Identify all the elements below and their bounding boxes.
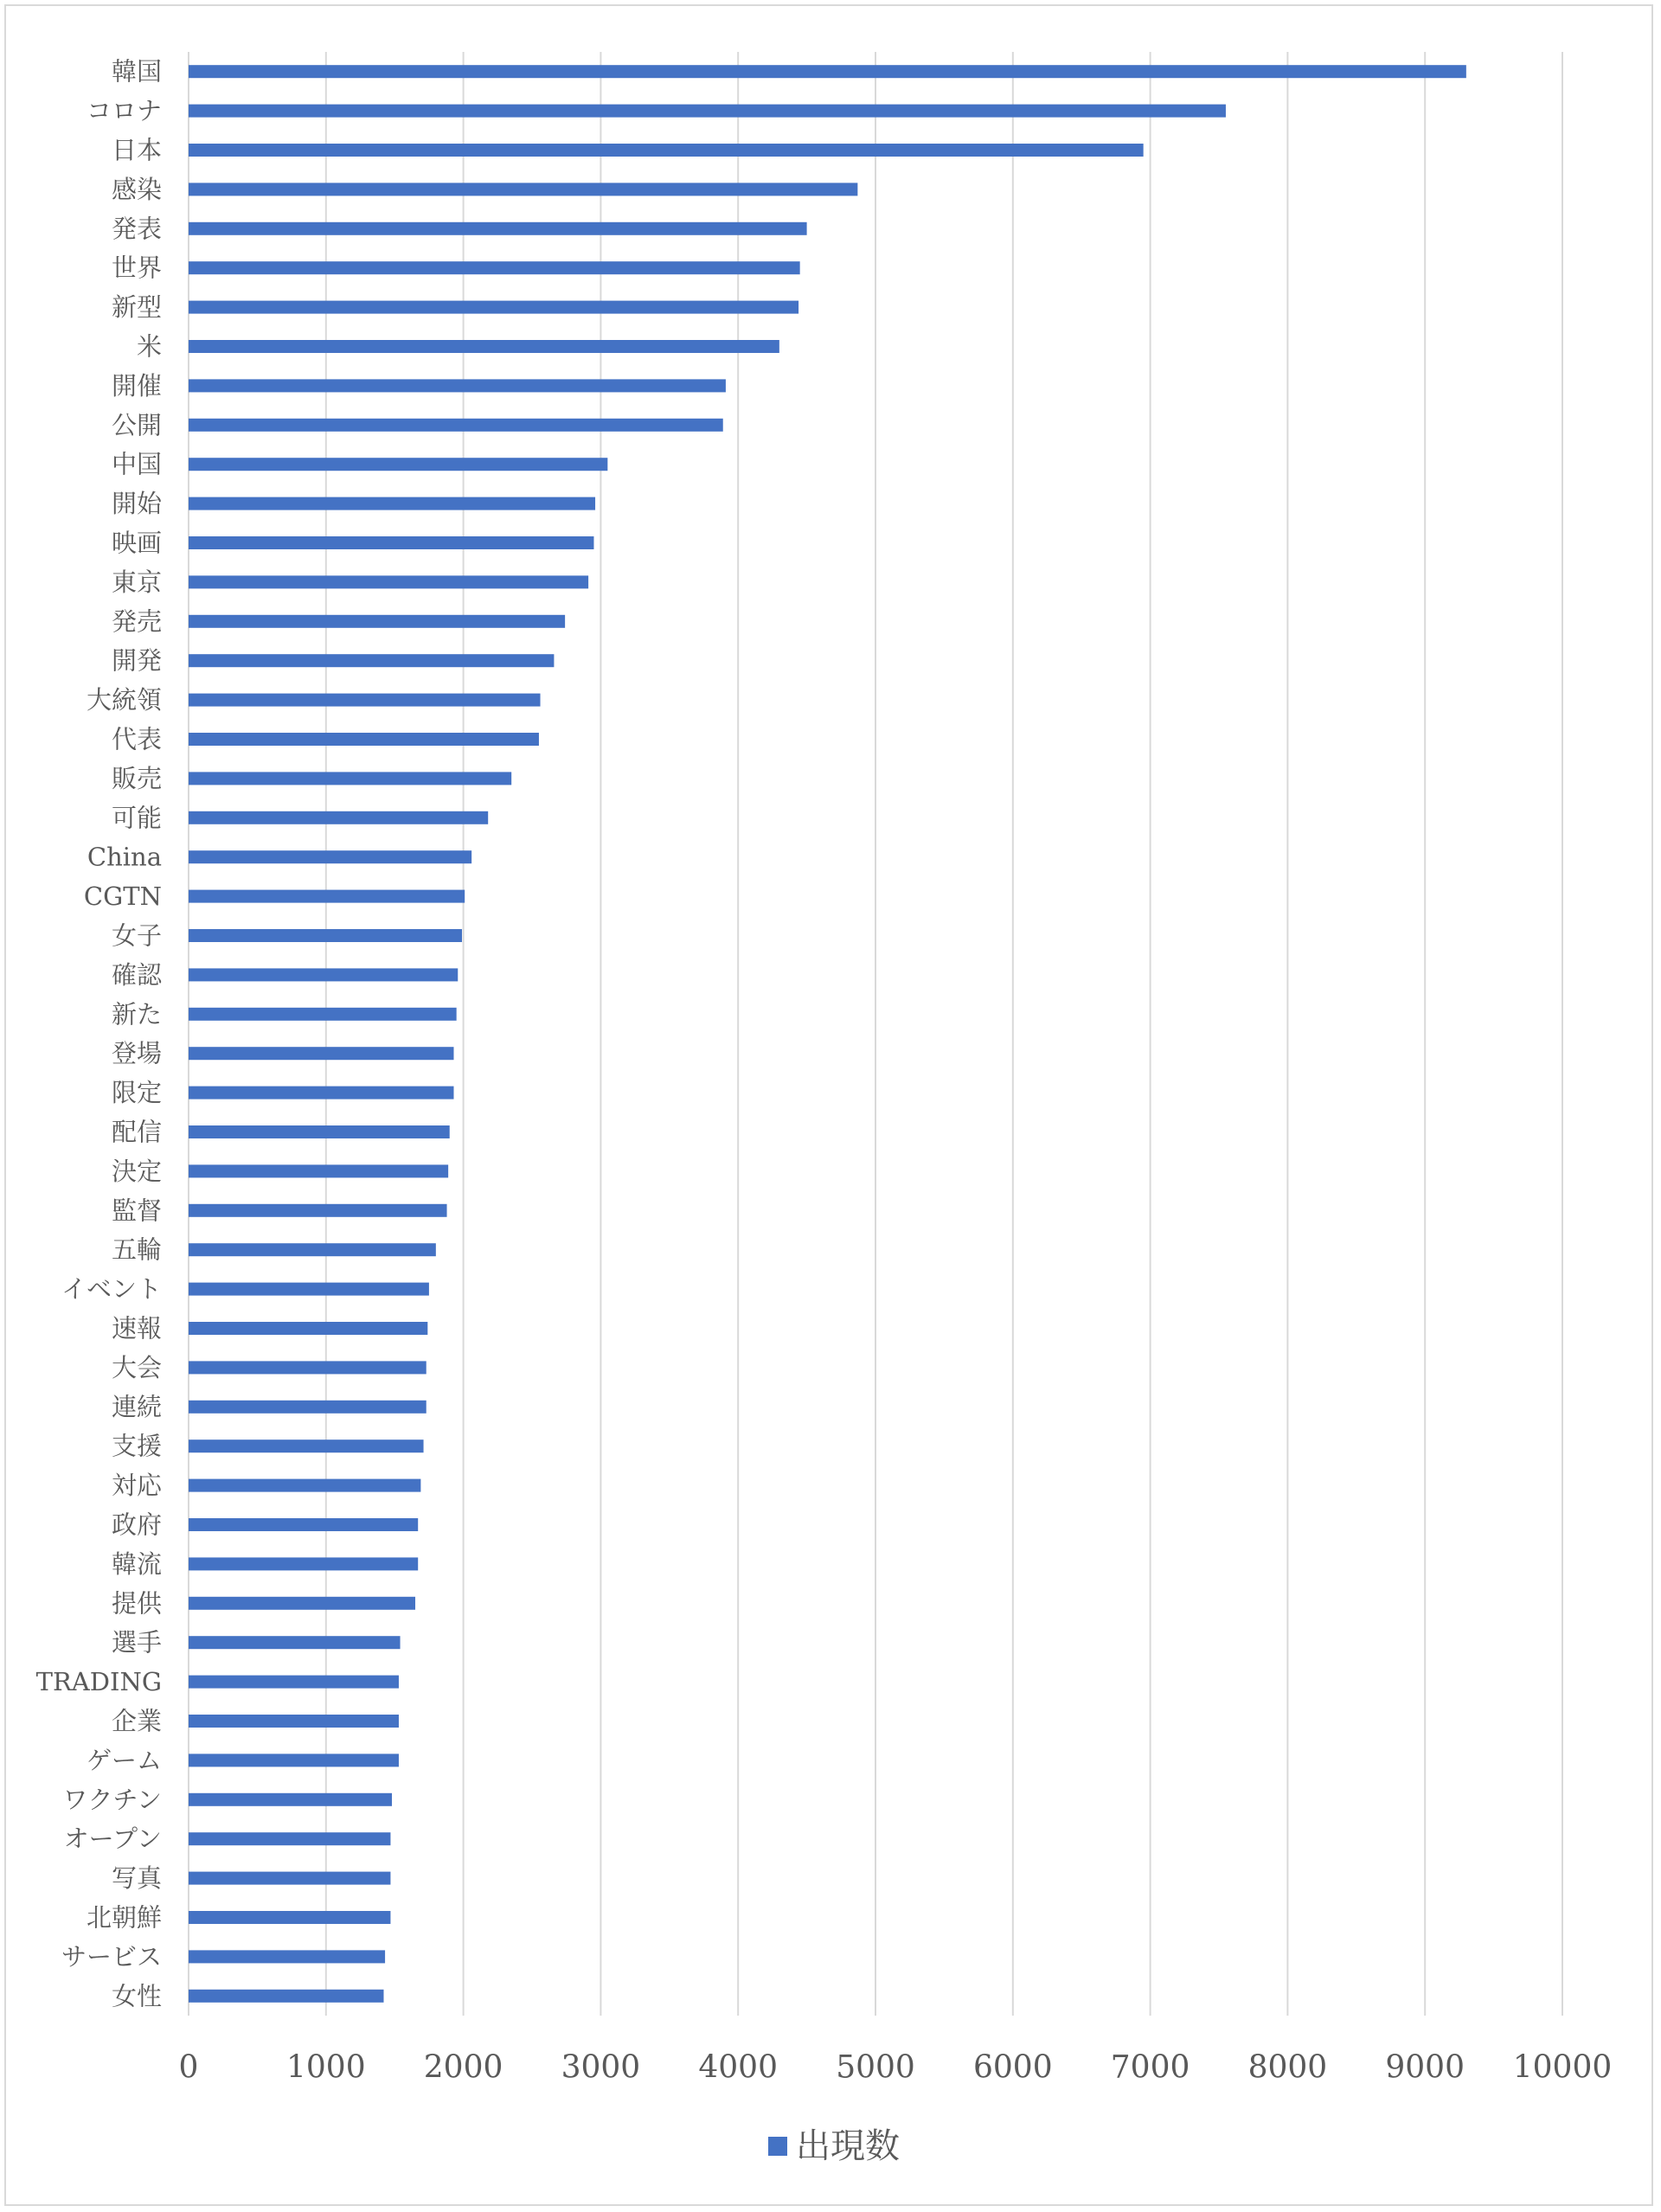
bar-23 (189, 968, 458, 981)
category-labels (36, 57, 164, 2011)
category-label-31: イベント (61, 1274, 162, 1305)
x-tick-label-1000: 1000 (285, 2049, 366, 2086)
x-tick-label-10000: 10000 (1512, 2049, 1613, 2086)
category-label-47: 北朝鮮 (86, 1902, 162, 1933)
bar-34 (189, 1401, 426, 1414)
x-tick-label-4000: 4000 (698, 2049, 779, 2086)
bar-8 (189, 379, 726, 392)
bar-42 (189, 1715, 399, 1728)
bar-20 (189, 850, 471, 863)
bar-17 (189, 733, 539, 746)
category-label-6: 新型 (111, 292, 162, 323)
category-label-27: 配信 (111, 1117, 162, 1147)
bar-9 (189, 419, 723, 432)
bar-27 (189, 1125, 450, 1138)
category-label-29: 監督 (111, 1196, 162, 1226)
category-label-21: CGTN (83, 882, 162, 912)
bar-2 (189, 144, 1144, 157)
x-axis-tick-labels (179, 2050, 1613, 2086)
legend (768, 2126, 900, 2166)
bar-26 (189, 1087, 453, 1100)
category-label-11: 開始 (111, 489, 162, 519)
bar-6 (189, 301, 798, 314)
category-label-4: 発表 (111, 214, 162, 244)
x-tick-label-7000: 7000 (1110, 2049, 1190, 2086)
bar-14 (189, 615, 565, 628)
bar-44 (189, 1793, 392, 1806)
category-label-9: 公開 (111, 410, 162, 440)
category-label-14: 発売 (111, 606, 162, 637)
category-label-15: 開発 (111, 645, 162, 676)
bar-33 (189, 1361, 426, 1374)
legend-label: 出現数 (796, 2126, 900, 2166)
category-label-30: 五輪 (111, 1234, 162, 1265)
bar-24 (189, 1008, 457, 1021)
bar-35 (189, 1439, 424, 1452)
category-label-45: オープン (63, 1824, 162, 1854)
category-label-43: ゲーム (86, 1745, 162, 1775)
category-label-23: 確認 (111, 959, 162, 990)
category-label-16: 大統領 (86, 685, 162, 715)
bar-49 (189, 1990, 383, 2003)
category-label-18: 販売 (111, 763, 162, 793)
category-label-34: 連続 (111, 1392, 162, 1422)
bar-48 (189, 1950, 385, 1963)
category-label-42: 企業 (111, 1706, 162, 1736)
bar-36 (189, 1479, 420, 1492)
bar-39 (189, 1597, 415, 1610)
category-label-39: 提供 (111, 1588, 162, 1619)
category-label-19: 可能 (111, 803, 162, 833)
category-label-13: 東京 (111, 567, 162, 597)
category-label-35: 支援 (111, 1431, 162, 1461)
category-label-44: ワクチン (62, 1785, 162, 1815)
category-label-2: 日本 (111, 135, 162, 165)
category-label-17: 代表 (111, 724, 162, 754)
x-tick-label-3000: 3000 (561, 2049, 641, 2086)
bar-46 (189, 1872, 390, 1885)
x-tick-label-0: 0 (178, 2049, 199, 2086)
bar-18 (189, 772, 511, 785)
category-label-33: 大会 (111, 1352, 162, 1382)
bar-45 (189, 1832, 390, 1845)
bar-0 (189, 65, 1466, 78)
x-tick-label-2000: 2000 (423, 2049, 503, 2086)
bar-41 (189, 1676, 399, 1689)
bar-37 (189, 1518, 418, 1531)
category-label-22: 女子 (111, 920, 162, 951)
category-label-48: サービス (61, 1941, 162, 1972)
category-label-46: 写真 (111, 1863, 162, 1894)
category-label-41: TRADING (35, 1667, 162, 1697)
category-label-1: コロナ (86, 96, 162, 126)
x-tick-label-8000: 8000 (1247, 2049, 1328, 2086)
bar-19 (189, 811, 488, 824)
bar-40 (189, 1636, 401, 1649)
category-label-38: 韓流 (111, 1548, 162, 1579)
x-tick-label-9000: 9000 (1385, 2049, 1465, 2086)
bar-7 (189, 340, 779, 353)
category-label-0: 韓国 (111, 56, 162, 87)
bar-1 (189, 105, 1226, 118)
legend-swatch (768, 2137, 787, 2156)
category-label-7: 米 (136, 331, 162, 362)
category-label-8: 開催 (111, 370, 162, 401)
x-tick-label-6000: 6000 (972, 2049, 1053, 2086)
category-label-32: 速報 (111, 1313, 162, 1343)
bar-13 (189, 575, 588, 588)
bar-15 (189, 654, 554, 667)
bar-25 (189, 1047, 453, 1060)
category-label-49: 女性 (111, 1981, 162, 2011)
category-label-5: 世界 (111, 253, 162, 283)
category-label-12: 映画 (111, 528, 162, 558)
bar-11 (189, 497, 595, 510)
bar-4 (189, 222, 807, 235)
category-label-40: 選手 (111, 1627, 162, 1657)
x-tick-label-5000: 5000 (836, 2049, 915, 2086)
category-label-28: 決定 (111, 1156, 162, 1186)
bar-32 (189, 1322, 427, 1335)
category-label-20: China (87, 842, 162, 872)
bar-10 (189, 458, 607, 471)
bar-16 (189, 694, 541, 707)
category-label-10: 中国 (111, 449, 162, 479)
bar-3 (189, 183, 857, 196)
bar-21 (189, 890, 465, 903)
bars (189, 65, 1466, 2003)
bar-22 (189, 929, 462, 942)
bar-47 (189, 1911, 390, 1924)
category-label-36: 対応 (111, 1471, 162, 1501)
bar-38 (189, 1557, 418, 1570)
category-label-3: 感染 (111, 174, 162, 204)
bar-43 (189, 1754, 399, 1766)
category-label-25: 登場 (111, 1038, 162, 1068)
bar-30 (189, 1243, 436, 1256)
bar-28 (189, 1164, 448, 1177)
category-label-26: 限定 (111, 1078, 162, 1108)
bar-29 (189, 1204, 447, 1217)
category-label-24: 新た (111, 999, 162, 1029)
category-label-37: 政府 (111, 1510, 162, 1540)
bar-31 (189, 1283, 429, 1296)
bar-12 (189, 536, 593, 549)
bar-5 (189, 261, 800, 274)
